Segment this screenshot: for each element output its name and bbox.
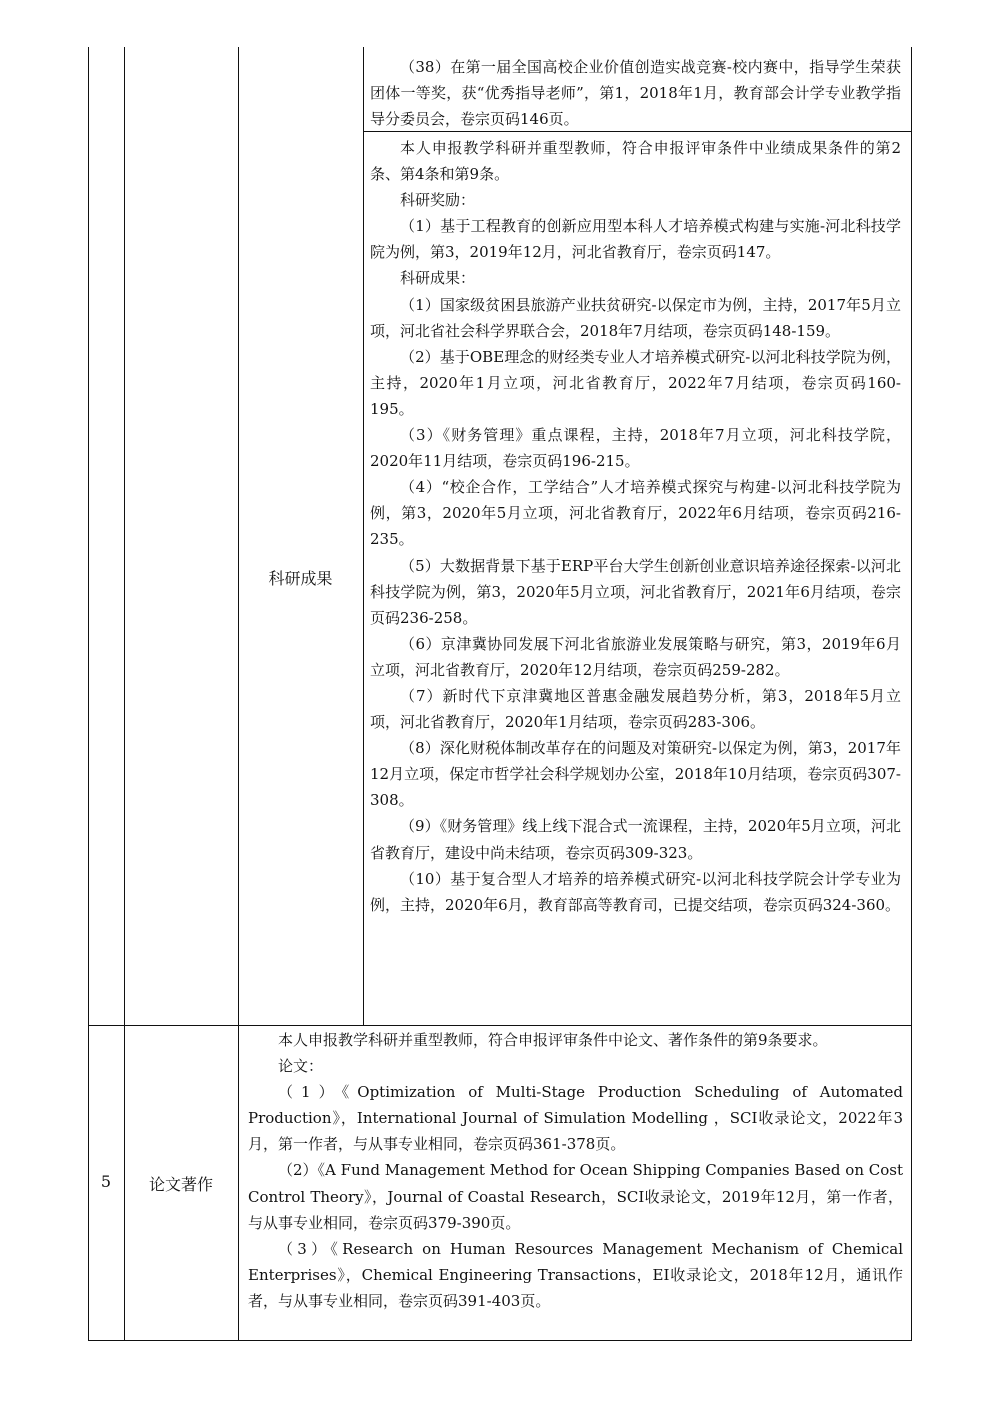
result-item: （3）《财务管理》重点课程，主持，2018年7月立项，河北科技学院，2020年11月结项，卷宗页码196-215。 [370, 426, 901, 471]
result-item: （6）京津冀协同发展下河北省旅游业发展策略与研究，第3，2019年6月立项，河北省教育厅，2020年12月结项，卷宗页码259-282。 [370, 634, 901, 679]
table-border-bottom [88, 1340, 912, 1341]
research-intro: 本人申报教学科研并重型教师，符合申报评审条件中业绩成果条件的第2条、第4条和第9条。 [370, 139, 901, 184]
result-item: （2）基于OBE理念的财经类专业人才培养模式研究-以河北科技学院为例，主持，2020年1月立项，河北省教育厅，2022年7月结项，卷宗页码160-195。 [370, 347, 901, 418]
result-item: （7）新时代下京津冀地区普惠金融发展趋势分析，第3，2018年5月立项，河北省教育厅，2020年1月结项，卷宗页码283-306。 [370, 686, 901, 732]
results-heading: 科研成果： [400, 269, 476, 288]
award-item-38: （38）在第一届全国高校企业价值创造实战竞赛-校内赛中，指导学生荣获团体一等奖，获“优秀指导老师”，第1，2018年1月，教育部会计学专业教学指导分委员会，卷宗页码146页。 [370, 58, 901, 129]
result-item: （8）深化财税体制改革存在的问题及对策研究-以保定为例，第3，2017年12月立项，保定市哲学社会科学规划办公室，2018年10月结项，卷宗页码307-308。 [370, 739, 901, 810]
table-border-left [88, 47, 89, 1341]
row-number: 5 [100, 1172, 112, 1191]
papers-heading: 论文： [278, 1057, 324, 1076]
result-item: （4）“校企合作，工学结合”人才培养模式探究与构建-以河北科技学院为例，第3，2020年5月立项，河北省教育厅，2022年6月结项，卷宗页码216-235。 [370, 478, 901, 549]
paper-item: （3）《Research on Human Resources Management Mechanism of Chemical Enterprises》，Chemical Engineering Transactions，EI收录论文，2018年12月，通讯作者，与从事专业相同，卷宗页码391-403页。 [248, 1239, 903, 1310]
research-results-cell [370, 135, 901, 918]
table-border-right [911, 47, 912, 1341]
papers-works-cell [248, 1027, 903, 1314]
papers-intro: 本人申报教学科研并重型教师，符合申报评审条件中论文、著作条件的第9条要求。 [278, 1031, 828, 1049]
awards-heading: 科研奖励： [400, 191, 476, 210]
result-item: （9）《财务管理》线上线下混合式一流课程，主持，2020年5月立项，河北省教育厅，建设中尚未结项，卷宗页码309-323。 [370, 817, 901, 862]
award-item-38-cell [370, 54, 901, 132]
award-item: （1）基于工程教育的创新应用型本科人才培养模式构建与实施-河北科技学院为例，第3，2019年12月，河北省教育厅，卷宗页码147。 [370, 217, 901, 262]
result-item: （10）基于复合型人才培养的培养模式研究-以河北科技学院会计学专业为例，主持，2020年6月，教育部高等教育司，已提交结项，卷宗页码324-360。 [370, 869, 901, 914]
table-divider-category-col [238, 47, 239, 1341]
result-item: （5）大数据背景下基于ERP平台大学生创新创业意识培养途径探索-以河北科技学院为例，第3，2020年5月立项，河北省教育厅，2021年6月结项，卷宗页码236-258。 [370, 556, 901, 627]
result-item: （1）国家级贫困县旅游产业扶贫研究-以保定市为例，主持，2017年5月立项，河北省社会科学界联合会，2018年7月结项，卷宗页码148-159。 [370, 295, 901, 340]
table-divider-number-col [124, 47, 125, 1341]
papers-works-label: 论文著作 [148, 1175, 213, 1194]
paper-item: （1）《Optimization of Multi-Stage Production Scheduling of Automated Production》，International Journal of Simulation Modelling ，SCI收录论文，2022年3月，第一作者，与从事专业相同，卷宗页码361-378页。 [248, 1083, 903, 1154]
research-results-label: 科研成果 [268, 569, 333, 588]
table-row-divider-row5 [88, 1025, 912, 1026]
table-divider-subcategory-col [363, 47, 364, 1025]
paper-item: （2）《A Fund Management Method for Ocean Shipping Companies Based on Cost Control Theory》，Journal of Coastal Research，SCI收录论文，2019年12月，第一作者，与从事专业相同，卷宗页码379-390页。 [248, 1161, 903, 1232]
